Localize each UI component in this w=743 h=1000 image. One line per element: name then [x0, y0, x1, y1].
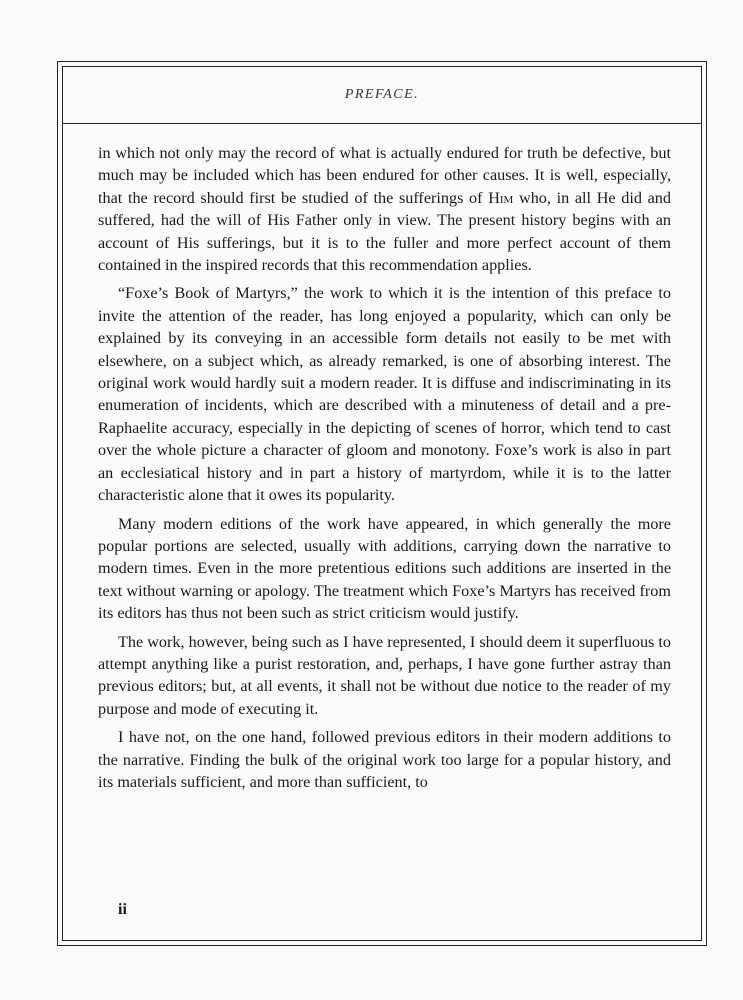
header-rule	[62, 123, 702, 124]
body-text	[98, 142, 671, 799]
paragraph-1-text-b: who, in all He did and suffered, had the will of His Father only in view. The present history begins with an account of His sufferings, but it is to the fuller and more perfect account of them contained in the inspired records that this recommendation applies.	[98, 188, 671, 275]
paragraph-2: “Foxe’s Book of Martyrs,” the work to which it is the intention of this preface to invite the attention of the reader, has long enjoyed a popularity, which can only be explained by its conveying in an accessible form details not easily to be met with elsewhere, on a subject which, as already remarked, is one of absorbing interest. The original work would hardly suit a modern reader. It is diffuse and indiscriminating in its enumeration of incidents, which are described with a minuteness of detail and a pre-Raphaelite accuracy, especially in the depicting of scenes of horror, which tend to cast over the whole picture a character of gloom and monotony. Foxe’s work is also in part an ecclesiatical history and in part a history of martyrdom, while it is to the latter characteristic alone that it owes its popularity.	[98, 284, 671, 505]
running-head: PREFACE.	[344, 87, 420, 102]
paragraph-1	[98, 142, 671, 276]
paragraph-1-text-a: in which not only may the record of what is actually endured for truth be defective, but much may be included which has been endured for other causes. It is well, especially, that the record should first be studied of the sufferings of	[98, 144, 671, 207]
page-number: ii	[118, 901, 127, 918]
paragraph-4: The work, however, being such as I have represented, I should deem it superfluous to attempt anything like a purist restoration, and, perhaps, I have gone further astray than previous editors; but, at all events, it shall not be without due notice to the reader of my purpose and mode of executing it.	[98, 632, 671, 718]
paragraph-1-smallcaps: Him	[488, 188, 514, 207]
paragraph-5: I have not, on the one hand, followed previous editors in their modern additions to the narrative. Finding the bulk of the original work too large for a popular history, and its materials sufficient, and more than sufficient, to	[98, 728, 671, 791]
paragraph-3: Many modern editions of the work have appeared, in which generally the more popular portions are selected, usually with additions, carrying down the narrative to modern times. Even in the more pretentious editions such additions are inserted in the text without warning or apology. The treatment which Foxe’s Martyrs has received from its editors has thus not been such as strict criticism would justify.	[98, 514, 671, 623]
